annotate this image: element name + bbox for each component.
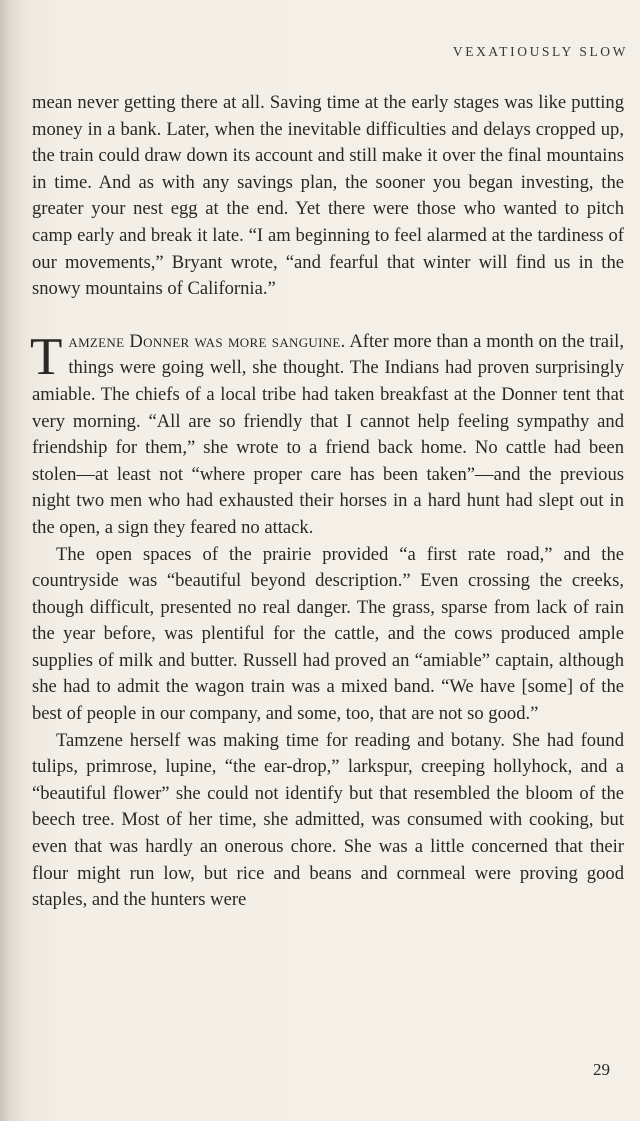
paragraph-3: The open spaces of the prairie provided “a first rate road,” and the countryside was “beautiful beyond description.” Even crossing the creeks, though difficult, presented no real danger. The grass, sparse from lack of rain the year before, was plentiful for the cattle, and the cows produced ample supplies of milk and butter. Russell had proved an “amiable” captain, although she had to admit the wagon train was a mixed band. “We have [some] of the best of people in our company, and some, too, that are not so good.” (32, 543, 624, 725)
body-text (32, 90, 624, 914)
paragraph-4: Tamzene herself was making time for reading and botany. She had found tulips, primrose, lupine, “the ear-drop,” larkspur, creeping hollyhock, and a “beautiful flower” she could not identify but that resembled the bloom of the beech tree. Most of her time, she admitted, was consumed with cooking, but even that was hardly an onerous chore. She was a little concerned that their flour might run low, but rice and beans and cornmeal were proving good staples, and the hunters were (32, 729, 624, 911)
paragraph-2 (32, 329, 624, 542)
paragraph-2-body: After more than a month on the trail, things were going well, she thought. The Indians had proven surprisingly amiable. The chiefs of a local tribe had taken breakfast at the Donner tent that very morning. “All are so friendly that I cannot help feeling sympathy and friendship for them,” she wrote to a friend back home. No cattle had been stolen—at least not “where proper care has been taken”—and the previous night two men who had exhausted their horses in a hard hunt had slept out in the open, a sign they feared no attack. (32, 330, 624, 538)
running-head: VEXATIOUSLY SLOW (452, 44, 628, 59)
drop-cap: T (30, 327, 63, 386)
page-number: 29 (593, 1060, 610, 1079)
paragraph-1: mean never getting there at all. Saving time at the early stages was like putting money in a bank. Later, when the inevitable difficulties and delays cropped up, the train could draw down its account and still make it over the final mountains in time. And as with any savings plan, the sooner you began investing, the greater your nest egg at the end. Yet there were those who wanted to pitch camp early and break it late. “I am beginning to feel alarmed at the tardiness of our movements,” Bryant wrote, “and fearful that winter will find us in the snowy mountains of California.” (32, 92, 624, 300)
small-caps-lead: amzene Donner was more sanguine. (68, 330, 346, 352)
